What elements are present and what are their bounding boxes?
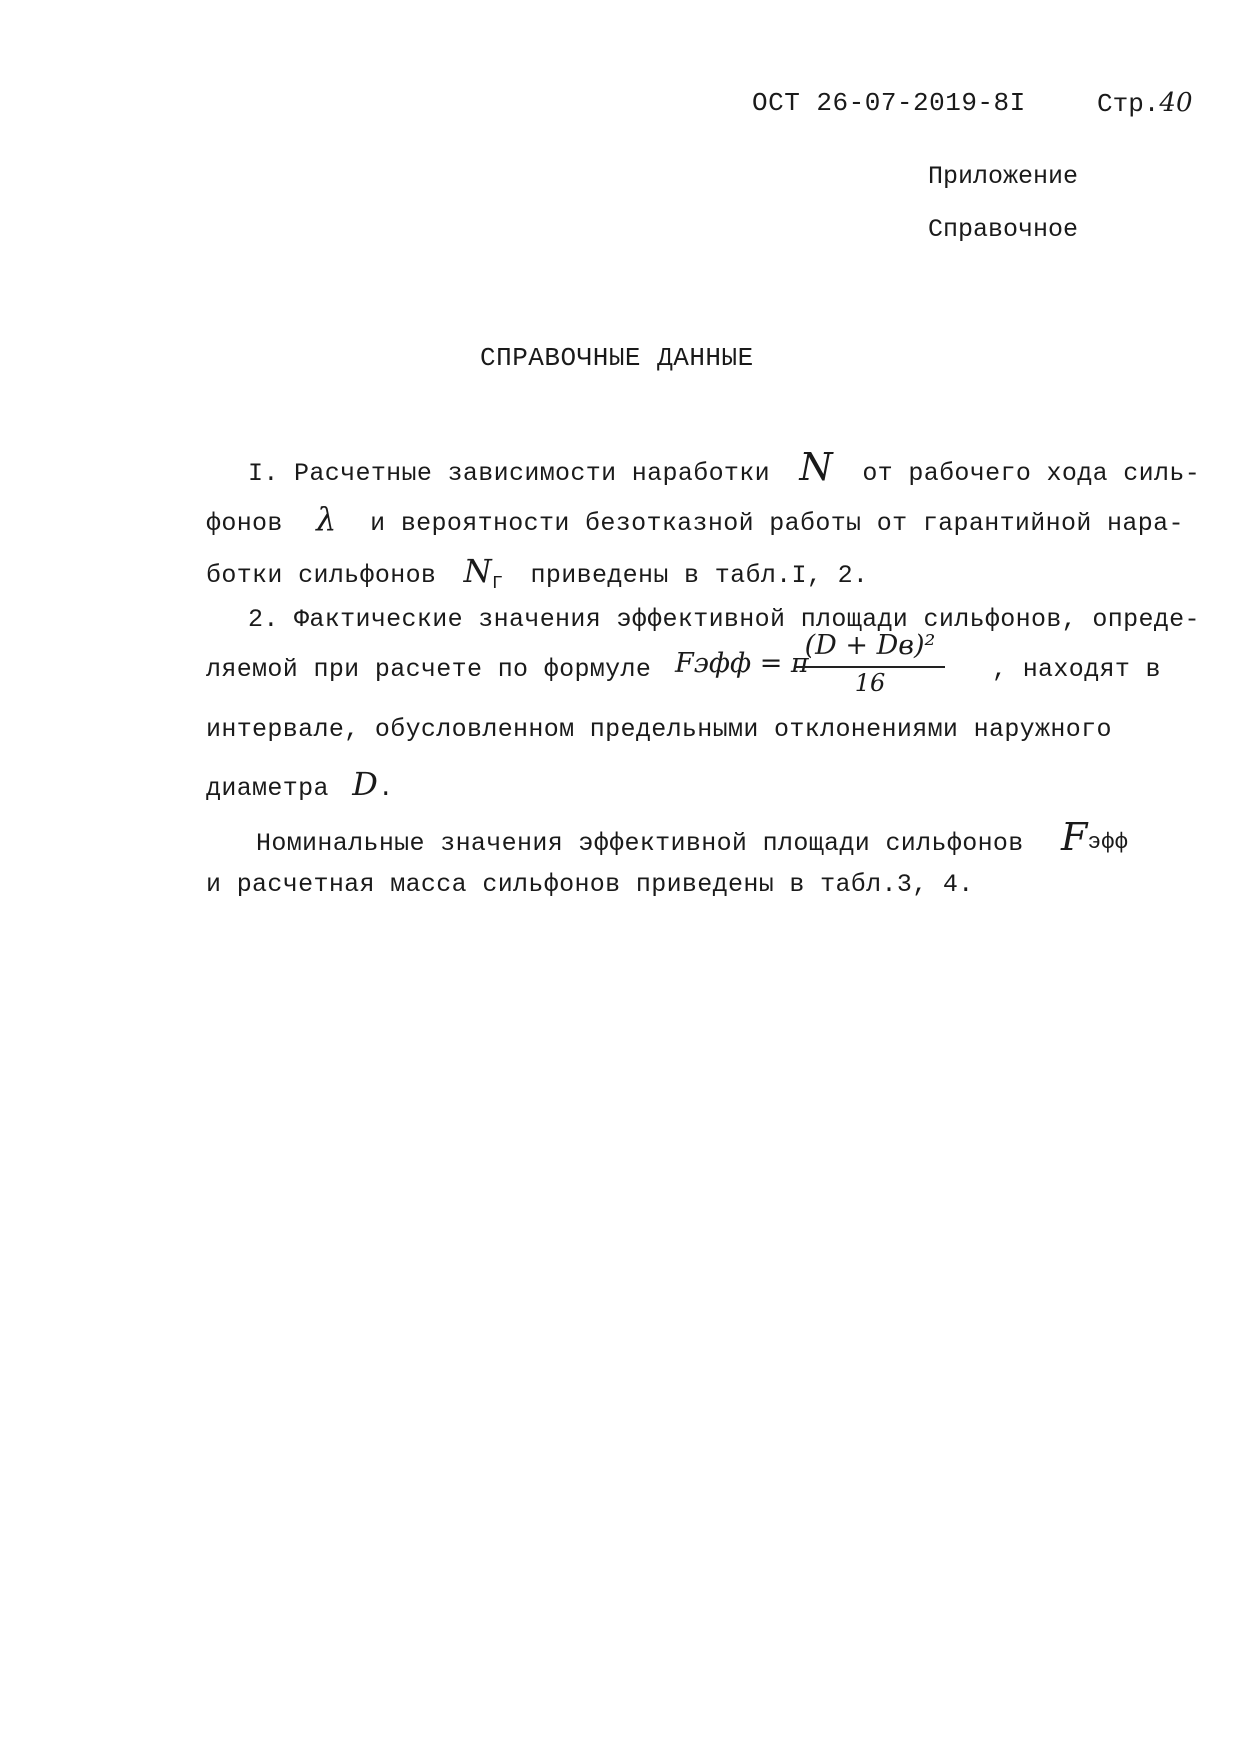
symbol-f-eff-base: F: [1060, 815, 1088, 859]
p2-text-4a: диаметра: [206, 774, 329, 803]
p1-text-2b: и вероятности безотказной работы от гарантийной нара-: [370, 509, 1184, 538]
symbol-f-eff: [1061, 815, 1128, 859]
p1-text-3b: приведены в табл.I, 2.: [530, 561, 869, 590]
symbol-f-eff-subscript: эфф: [1087, 830, 1129, 855]
symbol-n-guarantee: [463, 552, 504, 594]
paragraph-1-line-2: [206, 500, 1184, 538]
paragraph-1-line-1: [248, 445, 1200, 489]
page-number-value: 40: [1159, 88, 1193, 118]
paragraph-2-line-3: интервале, обусловленном предельными отклонениями наружного: [206, 715, 1112, 744]
p1-text-1b: от рабочего хода силь-: [862, 459, 1201, 488]
paragraph-3-line-1: [256, 815, 1128, 859]
symbol-n-guarantee-base: N: [463, 552, 493, 590]
p2-text-4b: .: [378, 774, 394, 803]
p1-text-3a: ботки сильфонов: [206, 561, 437, 590]
symbol-n-guarantee-subscript: Г: [492, 574, 504, 594]
paragraph-2-line-2b: , находят в: [992, 655, 1161, 684]
symbol-n: N: [799, 445, 833, 489]
effective-area-formula: [675, 628, 965, 708]
paragraph-3-line-2: и расчетная масса сильфонов приведены в табл.3, 4.: [206, 870, 974, 899]
formula-denominator: 16: [854, 669, 886, 697]
paragraph-2-line-2a: ляемой при расчете по формуле: [206, 655, 652, 684]
annex-type: Справочное: [928, 215, 1079, 244]
p3-text-1a: Номинальные значения эффективной площади сильфонов: [256, 829, 1024, 858]
formula-fraction: [795, 628, 945, 698]
p1-text-1a: I. Расчетные зависимости наработки: [248, 459, 770, 488]
page-label: Стр.: [1097, 89, 1160, 119]
formula-lhs: Fэфф = π: [675, 648, 809, 679]
paragraph-2-line-1: 2. Фактические значения эффективной площади сильфонов, опреде-: [248, 605, 1200, 634]
symbol-d: D: [352, 765, 379, 803]
paragraph-2-line-4: [206, 765, 394, 803]
p1-text-2a: фонов: [206, 509, 283, 538]
symbol-lambda: λ: [316, 500, 337, 538]
annex-label: Приложение: [928, 162, 1079, 191]
page-title: СПРАВОЧНЫЕ ДАННЫЕ: [480, 343, 754, 373]
page-number: [1097, 88, 1193, 119]
document-code: ОСТ 26-07-2019-8I: [752, 88, 1026, 118]
paragraph-1-line-3: [206, 552, 868, 594]
formula-numerator: (D + Dв)²: [804, 630, 936, 661]
